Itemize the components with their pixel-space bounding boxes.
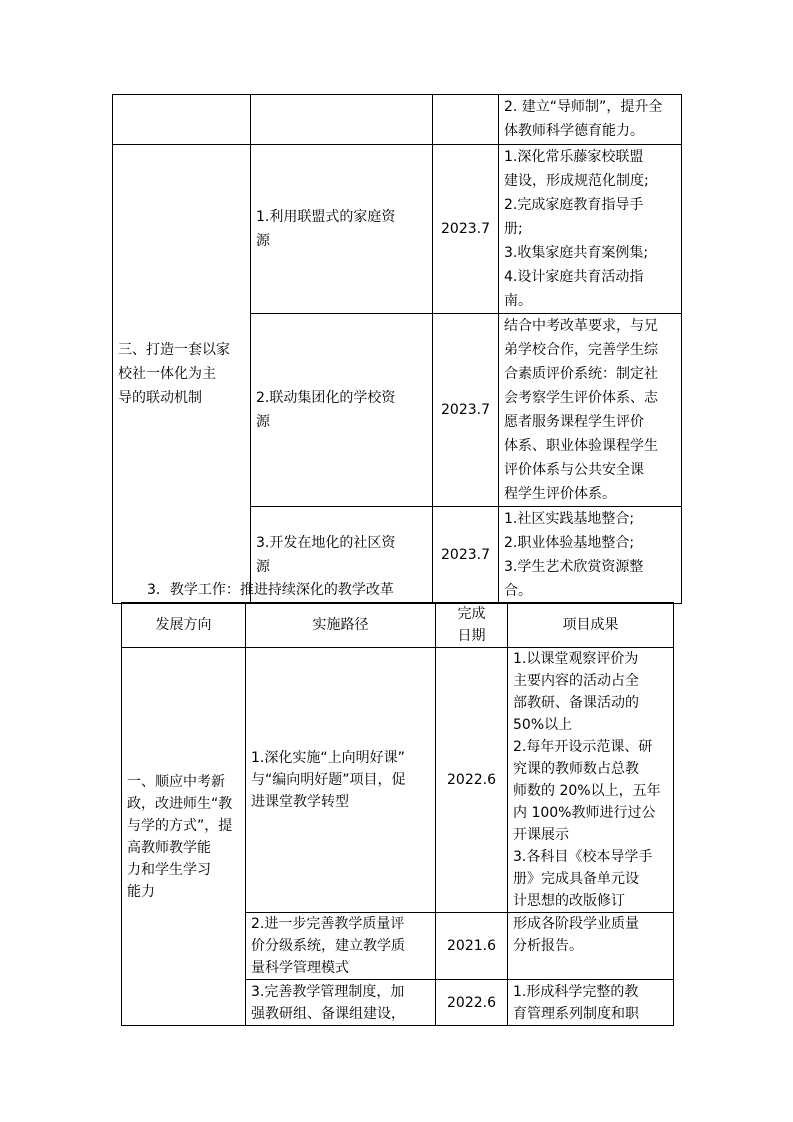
text-line: 与学的方式”，提 xyxy=(127,817,233,834)
header-path: 实施路径 xyxy=(246,603,436,648)
text-line: 师数的 20%以上，五年 xyxy=(513,783,661,799)
text-line: 价分级系统，建立教学质 xyxy=(251,938,405,954)
section-heading: 3．教学工作：推进持续深化的教学改革 xyxy=(147,582,394,598)
path-cell xyxy=(246,913,436,980)
text-line: 合素质评价系统：制定社 xyxy=(504,366,658,382)
text-line: 2.联动集团化的学校资 xyxy=(256,390,396,406)
outcome-cell xyxy=(508,913,674,980)
outcome-cell xyxy=(499,314,682,507)
path-cell xyxy=(246,648,436,913)
date-cell: 2022.6 xyxy=(436,980,508,1026)
text-line: 高教师教学能 xyxy=(127,839,211,856)
text-line: 评价体系与公共安全课 xyxy=(504,462,644,478)
table-cell xyxy=(113,95,251,145)
text-line: 体教师科学德育能力。 xyxy=(504,123,644,139)
outcome-cell xyxy=(499,145,682,314)
text-line: 能力 xyxy=(127,883,155,900)
date-cell: 2023.7 xyxy=(433,145,499,314)
text-line: 内 100%教师进行过公 xyxy=(513,805,656,821)
date-cell: 2022.6 xyxy=(436,648,508,913)
text-line: 南。 xyxy=(504,293,532,309)
table-cell xyxy=(251,95,433,145)
text-line: 3.完善教学管理制度，加 xyxy=(251,983,405,1000)
text-line: 1.形成科学完整的教 xyxy=(513,983,639,1000)
header-direction: 发展方向 xyxy=(122,603,246,648)
text-line: 源 xyxy=(256,559,270,575)
outcome-cell xyxy=(508,980,674,1026)
text-line: 体系、职业体验课程学生 xyxy=(504,438,658,454)
table-row xyxy=(113,95,682,145)
text-line: 2.职业体验基地整合; xyxy=(504,535,635,551)
text-line: 1.深化常乐藤家校联盟 xyxy=(504,149,644,165)
outcome-cell xyxy=(499,95,682,145)
text-line: 三、打造一套以家 xyxy=(118,342,230,358)
text-line: 2.完成家庭教育指导手 xyxy=(504,197,644,213)
text-line: 育管理系列制度和职 xyxy=(513,1005,639,1022)
table-header-row xyxy=(122,603,674,648)
text-line: 3.学生艺术欣赏资源整 xyxy=(504,559,644,575)
text-line: 源 xyxy=(256,414,270,430)
text-line: 册》完成具备单元设 xyxy=(513,871,639,887)
text-line: 50%以上 xyxy=(513,717,573,733)
direction-cell xyxy=(122,648,246,1026)
text-line: 愿者服务课程学生评价 xyxy=(504,414,644,430)
text-line: 一、顺应中考新 xyxy=(127,773,225,790)
header-date xyxy=(436,603,508,648)
text-line: 完成 xyxy=(457,606,486,622)
text-line: 政，改进师生“教 xyxy=(127,795,233,812)
text-line: 主要内容的活动占全 xyxy=(513,673,639,689)
path-cell xyxy=(251,314,433,507)
text-line: 究课的教师数占总教 xyxy=(513,761,639,777)
text-line: 4.设计家庭共育活动指 xyxy=(504,269,644,285)
text-line: 量科学管理模式 xyxy=(251,960,349,976)
text-line: 强教研组、备课组建设， xyxy=(251,1005,405,1022)
text-line: 部教研、备课活动的 xyxy=(513,695,639,711)
text-line: 3.开发在地化的社区资 xyxy=(256,535,396,551)
text-line: 2.每年开设示范课、研 xyxy=(513,739,653,755)
text-line: 2. 建立“导师制”，提升全 xyxy=(504,99,663,115)
text-line: 1.深化实施“上向明好课” xyxy=(251,750,405,766)
text-line: 校社一体化为主 xyxy=(118,366,216,382)
text-line: 1.以课堂观察评价为 xyxy=(513,651,639,667)
text-line: 册; xyxy=(504,221,523,237)
text-line: 会考察学生评价体系、志 xyxy=(504,390,658,406)
text-line: 源 xyxy=(256,233,270,249)
text-line: 1.社区实践基地整合; xyxy=(504,511,635,527)
table-family-school-community xyxy=(112,94,682,604)
header-outcome: 项目成果 xyxy=(508,603,674,648)
text-line: 开课展示 xyxy=(513,827,569,843)
direction-cell xyxy=(113,145,251,604)
outcome-cell xyxy=(499,507,682,604)
text-line: 力和学生学习 xyxy=(127,861,211,878)
text-line: 导的联动机制 xyxy=(118,390,202,406)
date-cell: 2023.7 xyxy=(433,507,499,604)
text-line: 分析报告。 xyxy=(513,938,583,954)
text-line: 进课堂教学转型 xyxy=(251,794,349,810)
text-line: 与“编向明好题”项目，促 xyxy=(251,772,406,788)
text-line: 建设，形成规范化制度; xyxy=(504,173,649,189)
text-line: 1.利用联盟式的家庭资 xyxy=(256,209,396,225)
text-line: 3.收集家庭共育案例集; xyxy=(504,245,649,261)
date-cell: 2023.7 xyxy=(433,314,499,507)
text-line: 计思想的改版修订 xyxy=(513,893,625,909)
text-line: 合。 xyxy=(504,583,532,599)
text-line: 日期 xyxy=(457,628,486,644)
outcome-cell xyxy=(508,648,674,913)
table-cell xyxy=(433,95,499,145)
text-line: 3.各科目《校本导学手 xyxy=(513,849,653,865)
text-line: 形成各阶段学业质量 xyxy=(513,916,639,932)
date-cell: 2021.6 xyxy=(436,913,508,980)
path-cell xyxy=(251,145,433,314)
text-line: 结合中考改革要求，与兄 xyxy=(504,318,658,334)
table-row xyxy=(122,648,674,913)
table-teaching-reform xyxy=(121,602,674,1026)
text-line: 程学生评价体系。 xyxy=(504,486,616,502)
table-row xyxy=(113,145,682,314)
text-line: 弟学校合作，完善学生综 xyxy=(504,342,658,358)
path-cell xyxy=(246,980,436,1026)
text-line: 2.进一步完善教学质量评 xyxy=(251,916,405,932)
